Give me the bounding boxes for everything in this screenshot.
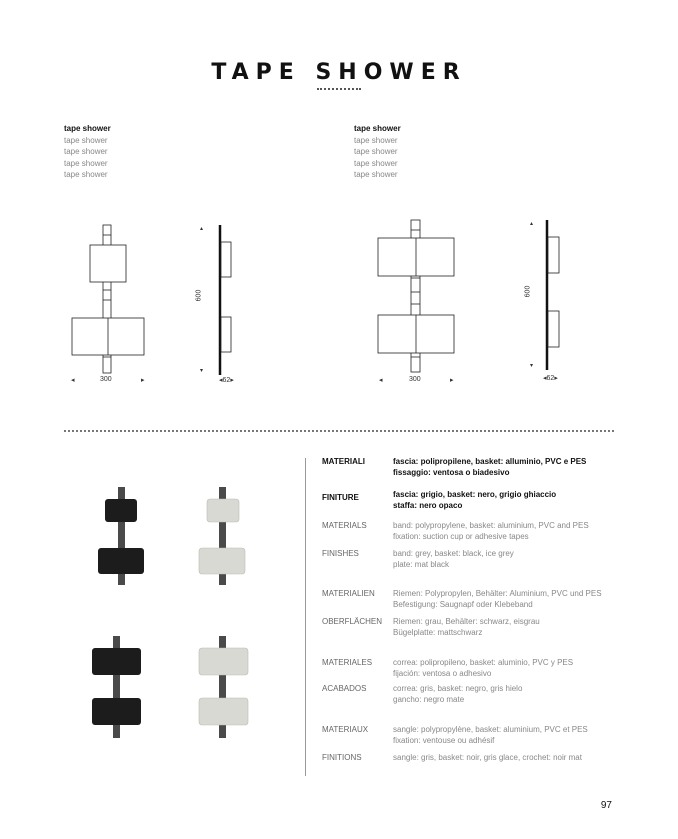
spec-label: ACABADOS <box>322 684 367 693</box>
spec-line: Riemen: grau, Behälter: schwarz, eisgrau <box>393 617 540 626</box>
spec-label: FINITURE <box>322 493 359 502</box>
spec-line: sangle: gris, basket: noir, gris glace, crochet: noir mat <box>393 753 582 762</box>
depth-dimension-2 <box>543 374 558 382</box>
spec-line: Befestigung: Saugnapf oder Klebeband <box>393 600 533 609</box>
spec-label: MATERIALES <box>322 658 373 667</box>
spec-value <box>393 548 514 570</box>
spec-line: sangle: polypropylène, basket: aluminium, PVC et PES <box>393 725 588 734</box>
svg-text:▾: ▾ <box>530 363 534 369</box>
dim-arrow-left: ◂ <box>219 377 223 384</box>
height-dimension-2: 600 <box>524 285 532 298</box>
svg-text:▴: ▴ <box>530 221 534 227</box>
product-photo-large-black <box>88 632 148 742</box>
title-underline <box>317 88 361 90</box>
width-dimension-2: 300 <box>409 376 421 383</box>
spec-value <box>393 657 573 679</box>
spec-line: gancho: negro mate <box>393 695 465 704</box>
spec-value <box>393 752 582 763</box>
spec-line: fissaggio: ventosa o biadesivo <box>393 468 510 477</box>
spec-line: band: grey, basket: black, ice grey <box>393 549 514 558</box>
model-variant: tape shower <box>354 158 398 168</box>
width-dimension: 300 <box>100 376 112 383</box>
spec-line: fijación: ventosa o adhesivo <box>393 669 492 678</box>
spec-label: MATERIALS <box>322 521 367 530</box>
spec-value <box>393 616 540 638</box>
dim-arrow-left: ◂ <box>379 377 383 384</box>
depth-value: 62 <box>546 375 555 382</box>
page-number: 97 <box>600 800 612 811</box>
spec-label: FINITIONS <box>322 753 362 762</box>
spec-line: Riemen: Polypropylen, Behälter: Aluminium, PVC und PES <box>393 589 602 598</box>
spec-line: staffa: nero opaco <box>393 501 463 510</box>
spec-value <box>393 489 556 511</box>
spec-value <box>393 724 588 746</box>
model-list-2 <box>354 123 401 181</box>
spec-label: MATERIAUX <box>322 725 369 734</box>
model-variant: tape shower <box>354 147 398 156</box>
model-variant: tape shower <box>64 147 108 156</box>
spec-line: fascia: polipropilene, basket: alluminio, PVC e PES <box>393 457 587 466</box>
spec-label: FINISHES <box>322 549 359 558</box>
height-dimension: 600 <box>195 289 203 302</box>
model-variant: tape shower <box>354 170 398 179</box>
depth-dimension-1 <box>219 376 234 384</box>
model-name: tape shower <box>64 124 111 133</box>
spec-label: MATERIALI <box>322 457 365 466</box>
front-view-drawing-2 <box>370 212 465 377</box>
spec-value <box>393 588 602 610</box>
product-photo-small-grey <box>192 482 252 587</box>
side-view-drawing-2 <box>525 215 570 375</box>
depth-value: 62 <box>222 377 231 384</box>
spec-line: fixation: ventouse ou adhésif <box>393 736 495 745</box>
spec-value <box>393 456 586 478</box>
dim-arrow-left: ◂ <box>71 377 75 384</box>
product-photo-small-black <box>92 482 152 587</box>
model-list-1 <box>64 123 111 181</box>
dim-arrow-right: ▸ <box>230 377 234 384</box>
dim-arrow-right: ▸ <box>450 377 454 384</box>
product-photo-large-grey <box>193 632 253 742</box>
spec-line: correa: polipropileno, basket: aluminio, PVC y PES <box>393 658 574 667</box>
spec-line: fascia: grigio, basket: nero, grigio ghiaccio <box>393 490 557 499</box>
page-title: TAPE SHOWER <box>211 60 467 85</box>
spec-value <box>393 520 589 542</box>
model-variant: tape shower <box>354 135 398 145</box>
front-view-drawing-1 <box>66 215 156 380</box>
model-name: tape shower <box>354 124 401 133</box>
section-divider <box>64 430 614 432</box>
spec-line: Bügelplatte: mattschwarz <box>393 628 483 637</box>
dim-arrow-right: ▸ <box>554 375 558 382</box>
model-variant: tape shower <box>64 135 108 145</box>
svg-text:▾: ▾ <box>200 368 204 374</box>
dim-arrow-right: ▸ <box>141 377 145 384</box>
model-variant: tape shower <box>64 158 108 168</box>
svg-text:▴: ▴ <box>200 226 204 232</box>
spec-line: band: polypropylene, basket: aluminium, PVC and PES <box>393 521 589 530</box>
spec-line: correa: gris, basket: negro, gris hielo <box>393 684 523 693</box>
spec-line: fixation: suction cup or adhesive tapes <box>393 532 529 541</box>
model-variant: tape shower <box>64 170 108 179</box>
column-divider <box>305 458 306 776</box>
dim-arrow-left: ◂ <box>543 375 547 382</box>
spec-label: MATERIALIEN <box>322 589 375 598</box>
spec-line: plate: mat black <box>393 560 450 569</box>
spec-label: OBERFLÄCHEN <box>322 617 383 626</box>
spec-value <box>393 683 522 705</box>
